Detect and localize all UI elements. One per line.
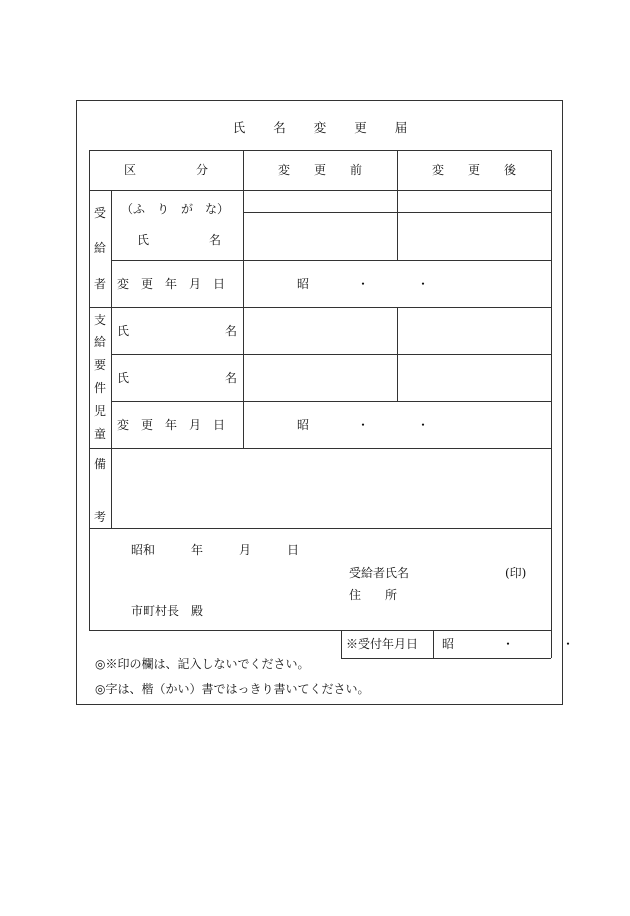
recipient-label-char: 給	[93, 241, 106, 255]
recipient-label-char: 受	[93, 206, 106, 220]
remarks-field[interactable]	[112, 449, 550, 527]
header-category: 区 分	[123, 163, 208, 177]
side-label-divider	[111, 190, 112, 448]
remarks-bottom-line	[89, 528, 551, 529]
signature-date: 昭和 年 月 日	[131, 543, 300, 557]
child-label-char: 童	[93, 427, 106, 441]
child-name2-label-left: 氏	[117, 371, 130, 385]
child-name2-line	[111, 401, 551, 402]
child-name2-label-right: 名	[225, 371, 238, 385]
recipient-label-char: 者	[93, 277, 106, 291]
child-label-char: 要	[93, 358, 106, 372]
remarks-label-bottom: 考	[93, 510, 106, 524]
recipient-furigana-before-cell[interactable]	[244, 191, 396, 211]
header-after: 変 更 後	[431, 163, 516, 177]
recipient-change-date-value: 昭 ・ ・	[297, 277, 430, 291]
recipient-name-label: 氏 名	[137, 233, 222, 247]
reception-date-label: ※受付年月日	[346, 637, 419, 651]
reception-left-border	[341, 630, 342, 658]
reception-divider	[433, 630, 434, 658]
form-title: 氏 名 変 更 届	[232, 120, 409, 135]
recipient-name-line	[111, 260, 551, 261]
child-name1-after-cell[interactable]	[398, 308, 550, 353]
recipient-name-after-cell[interactable]	[398, 213, 550, 259]
child-name1-before-cell[interactable]	[244, 308, 396, 353]
child-change-date-label: 変 更 年 月 日	[117, 418, 226, 432]
name-change-form	[76, 100, 575, 705]
child-name1-label-left: 氏	[117, 324, 130, 338]
table-right-border	[551, 150, 552, 658]
recipient-name-before-cell[interactable]	[244, 213, 396, 259]
child-label-char: 支	[93, 313, 106, 327]
recipient-change-date-label: 変 更 年 月 日	[117, 277, 226, 291]
recipient-name-signature-label: 受給者氏名	[349, 566, 410, 580]
reception-date-value: 昭 ・ ・	[442, 637, 575, 651]
reception-bottom-line	[341, 658, 551, 659]
addressee-mayor: 市町村長 殿	[131, 604, 204, 618]
address-label: 住 所	[349, 588, 398, 602]
child-name2-before-cell[interactable]	[244, 355, 396, 400]
signature-bottom-line	[89, 630, 551, 631]
child-name1-label-right: 名	[225, 324, 238, 338]
child-name2-after-cell[interactable]	[398, 355, 550, 400]
recipient-furigana-after-cell[interactable]	[398, 191, 550, 211]
note-line: ◎字は、楷（かい）書ではっきり書いてください。	[95, 682, 370, 696]
recipient-furigana-label: （ふ り が な）	[121, 202, 230, 216]
child-change-date-value: 昭 ・ ・	[297, 418, 430, 432]
remarks-label-top: 備	[93, 457, 106, 471]
header-before: 変 更 前	[277, 163, 362, 177]
child-label-char: 給	[93, 335, 106, 349]
child-label-char: 児	[93, 404, 106, 418]
seal-mark: (印)	[505, 566, 527, 580]
table-top-border	[89, 150, 551, 151]
child-label-char: 件	[93, 381, 106, 395]
note-line: ◎※印の欄は、記入しないでください。	[95, 657, 310, 671]
